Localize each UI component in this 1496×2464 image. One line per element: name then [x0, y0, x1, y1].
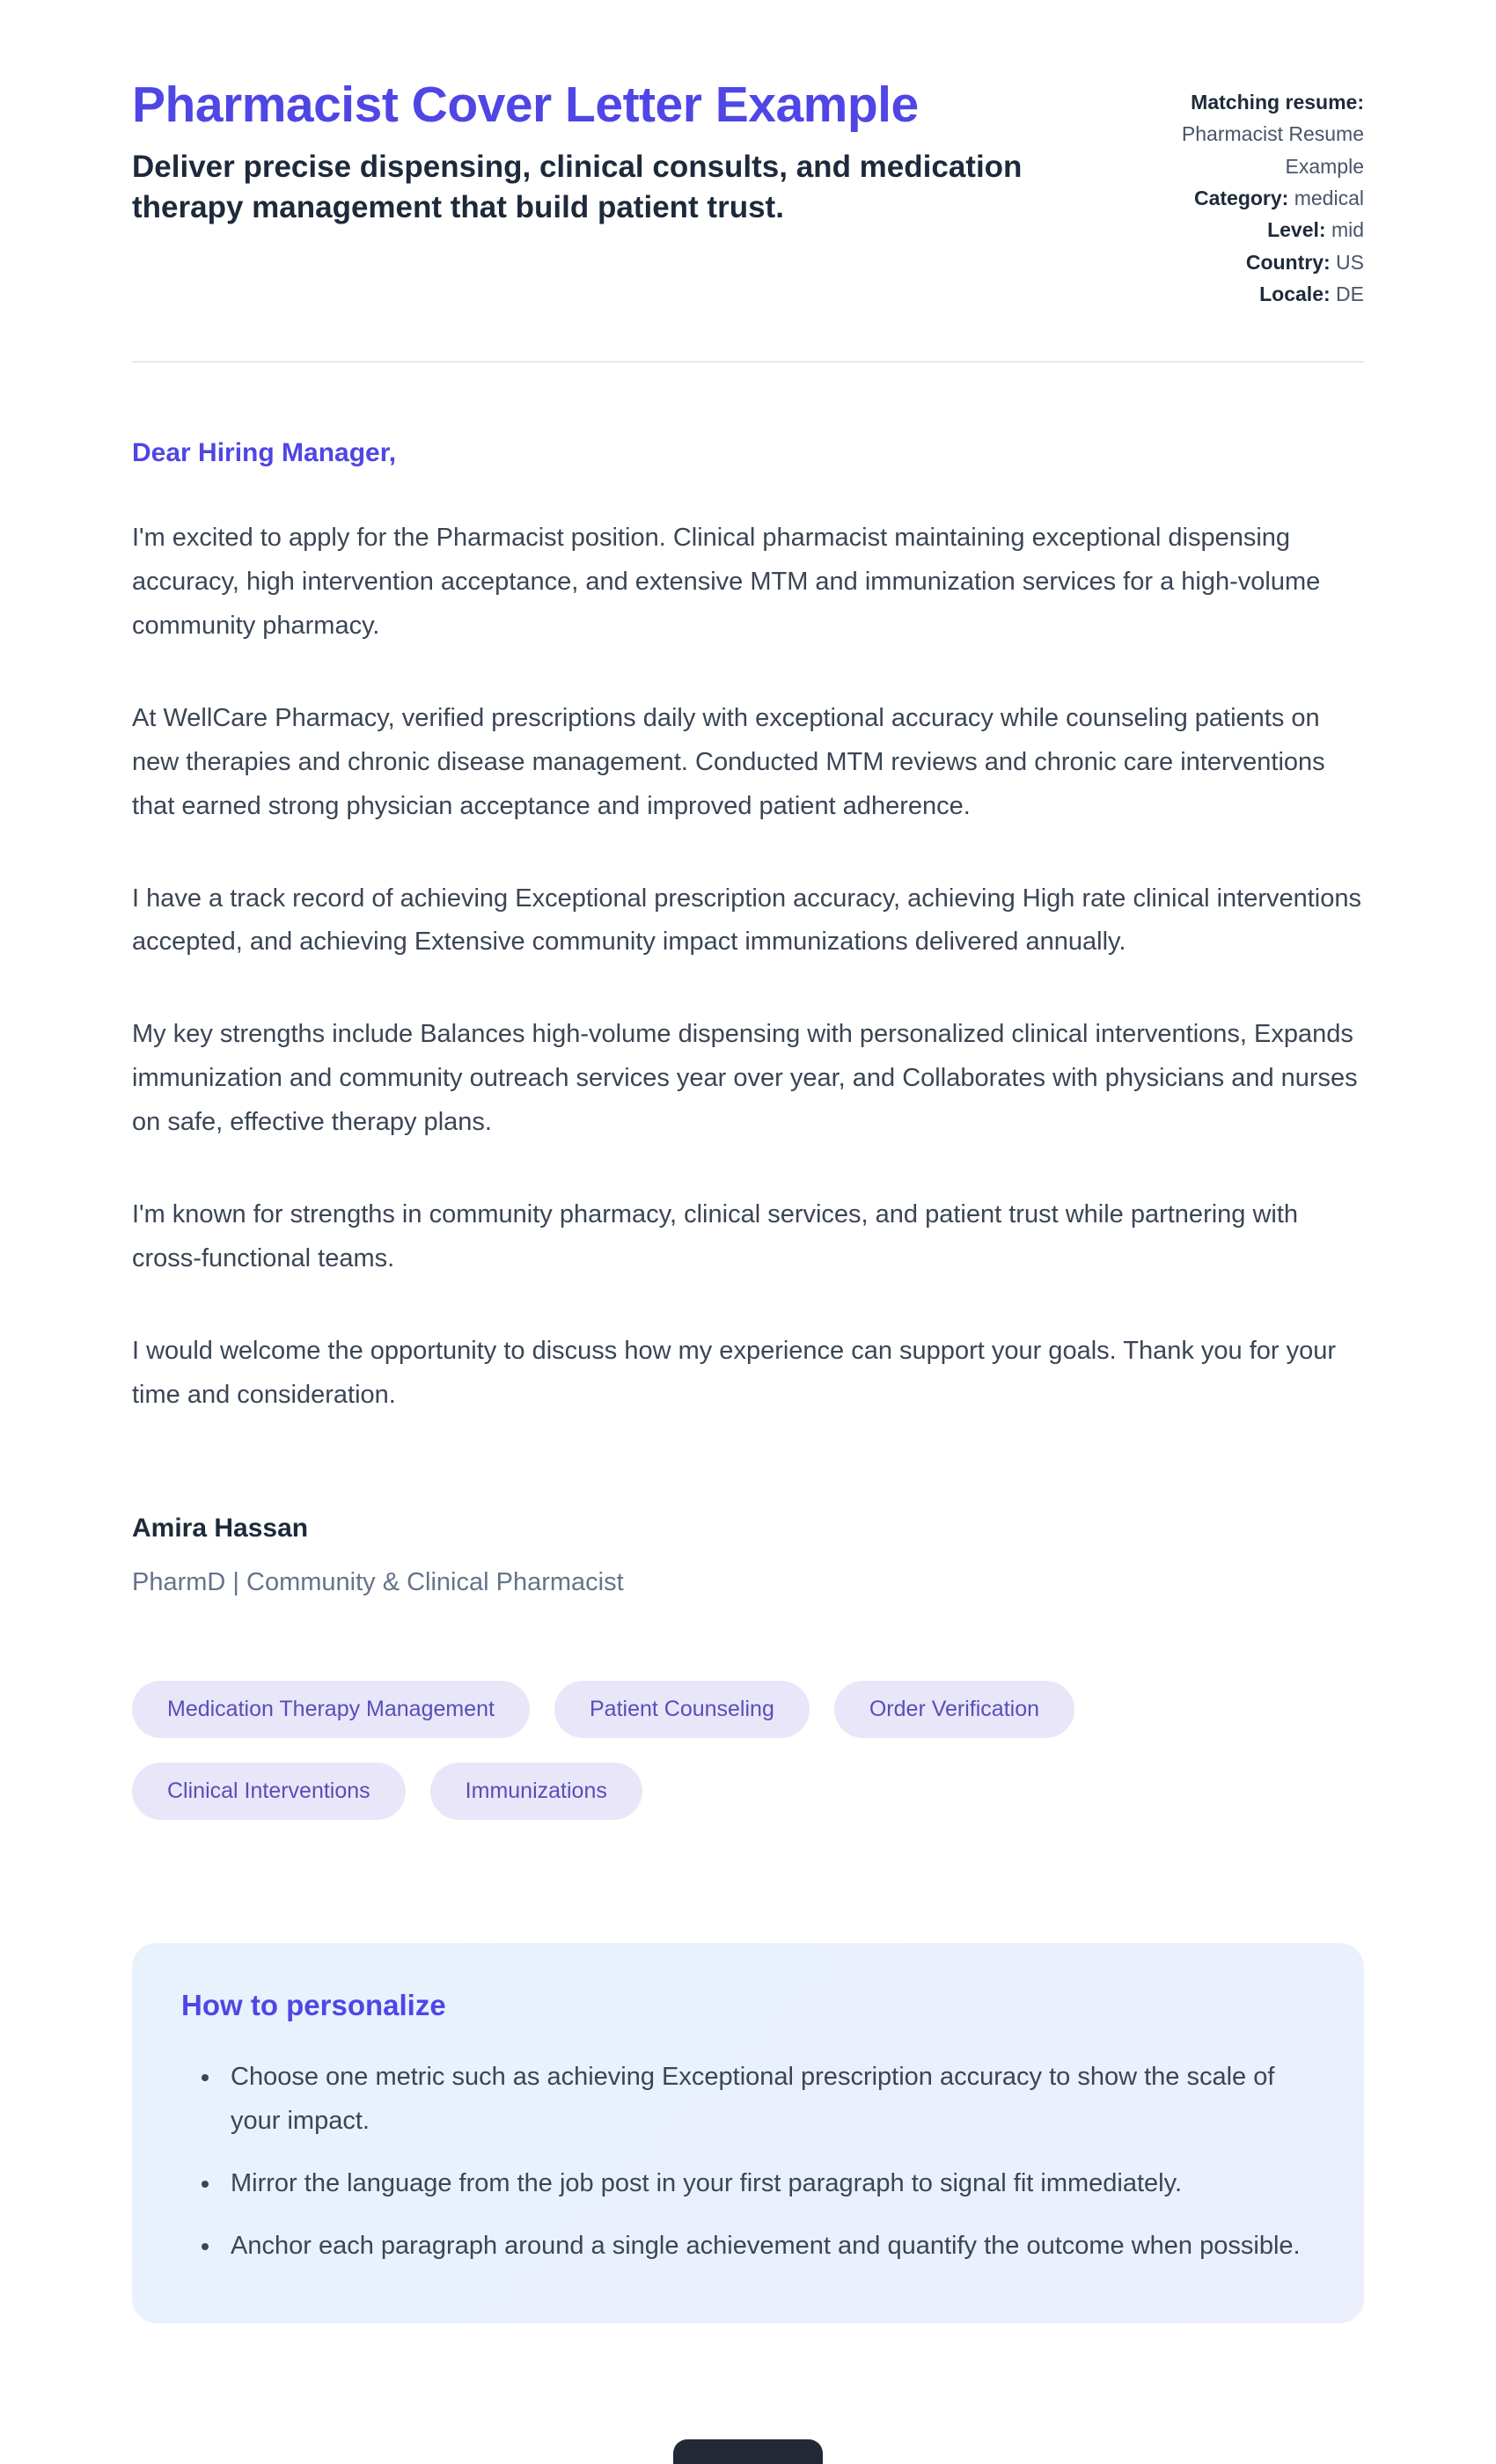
meta-matching-resume-label: Matching resume: [1191, 91, 1364, 114]
tip-item: • Mirror the language from the job post in your first paragraph to signal fit immediately. [222, 2162, 1315, 2205]
skill-tags [132, 1681, 1364, 1820]
meta-locale [1100, 278, 1364, 310]
skill-tag[interactable]: Medication Therapy Management [132, 1681, 530, 1738]
letter-paragraph: I would welcome the opportunity to discuss how my experience can support your goals. Thank you for your time and consideration. [132, 1336, 1337, 1409]
page-header [132, 77, 1364, 310]
skill-tag[interactable]: Patient Counseling [554, 1681, 810, 1738]
cover-letter-body [132, 438, 1364, 1597]
meta-category [1100, 182, 1364, 214]
tips-list [181, 2056, 1315, 2268]
meta-country [1100, 246, 1364, 278]
skill-tag[interactable]: Immunizations [430, 1763, 642, 1820]
skill-tag[interactable]: Order Verification [834, 1681, 1074, 1738]
meta-level-label: Level: [1267, 218, 1326, 242]
meta-level-value: mid [1331, 218, 1364, 242]
page-subtitle: Deliver precise dispensing, clinical consults, and medication therapy management that build patient trust. [132, 149, 1023, 225]
meta-locale-label: Locale: [1259, 282, 1331, 305]
personalize-tips-card [132, 1943, 1364, 2322]
resume-meta [1100, 77, 1364, 310]
meta-level [1100, 214, 1364, 246]
letter-paragraph: I'm excited to apply for the Pharmacist position. Clinical pharmacist maintaining exceptional dispensing accuracy, high intervention acceptance, and extensive MTM and immunization services for a high-volume community pharmacy. [132, 524, 1321, 641]
header-title-block [132, 77, 1065, 229]
tip-item: • Choose one metric such as achieving Exceptional prescription accuracy to show the scale of your impact. [222, 2056, 1315, 2143]
signature-name: Amira Hassan [132, 1514, 309, 1544]
signature-title: PharmD | Community & Clinical Pharmacist [132, 1568, 624, 1597]
tips-heading: How to personalize [181, 1989, 446, 2022]
meta-locale-value: DE [1336, 282, 1364, 305]
header-divider [132, 361, 1364, 363]
page-title: Pharmacist Cover Letter Example [132, 77, 919, 133]
meta-matching-resume-value: Pharmacist Resume Example [1181, 122, 1364, 178]
letter-paragraph: At WellCare Pharmacy, verified prescriptions daily with exceptional accuracy while counseling patients on new therapies and chronic disease management. Conducted MTM reviews and chronic care interventions that earned strong physician acceptance and improved patient adherence. [132, 703, 1325, 820]
letter-paragraph: I'm known for strengths in community pharmacy, clinical services, and patient trust while partnering with cross-functional teams. [132, 1199, 1299, 1272]
letter-paragraph: I have a track record of achieving Exceptional prescription accuracy, achieving High rate clinical interventions accepted, and achieving Extensive community impact immunizations delivered annually. [132, 884, 1361, 957]
meta-matching-resume [1100, 86, 1364, 182]
meta-category-label: Category: [1193, 186, 1289, 209]
letter-paragraph: My key strengths include Balances high-volume dispensing with personalized clinical interventions, Expands immunization and community outreach services year over year, and Collaborates with physicians and nurses on safe, effective therapy plans. [132, 1020, 1358, 1137]
skill-tag[interactable]: Clinical Interventions [132, 1763, 406, 1820]
meta-category-value: medical [1294, 186, 1364, 209]
page-container [132, 0, 1364, 2323]
meta-country-label: Country: [1245, 250, 1331, 274]
letter-salutation: Dear Hiring Manager, [132, 438, 397, 468]
footer-peek-bar [673, 2439, 823, 2464]
tip-item: • Anchor each paragraph around a single achievement and quantify the outcome when possible. [222, 2225, 1315, 2268]
meta-country-value: US [1336, 250, 1364, 274]
